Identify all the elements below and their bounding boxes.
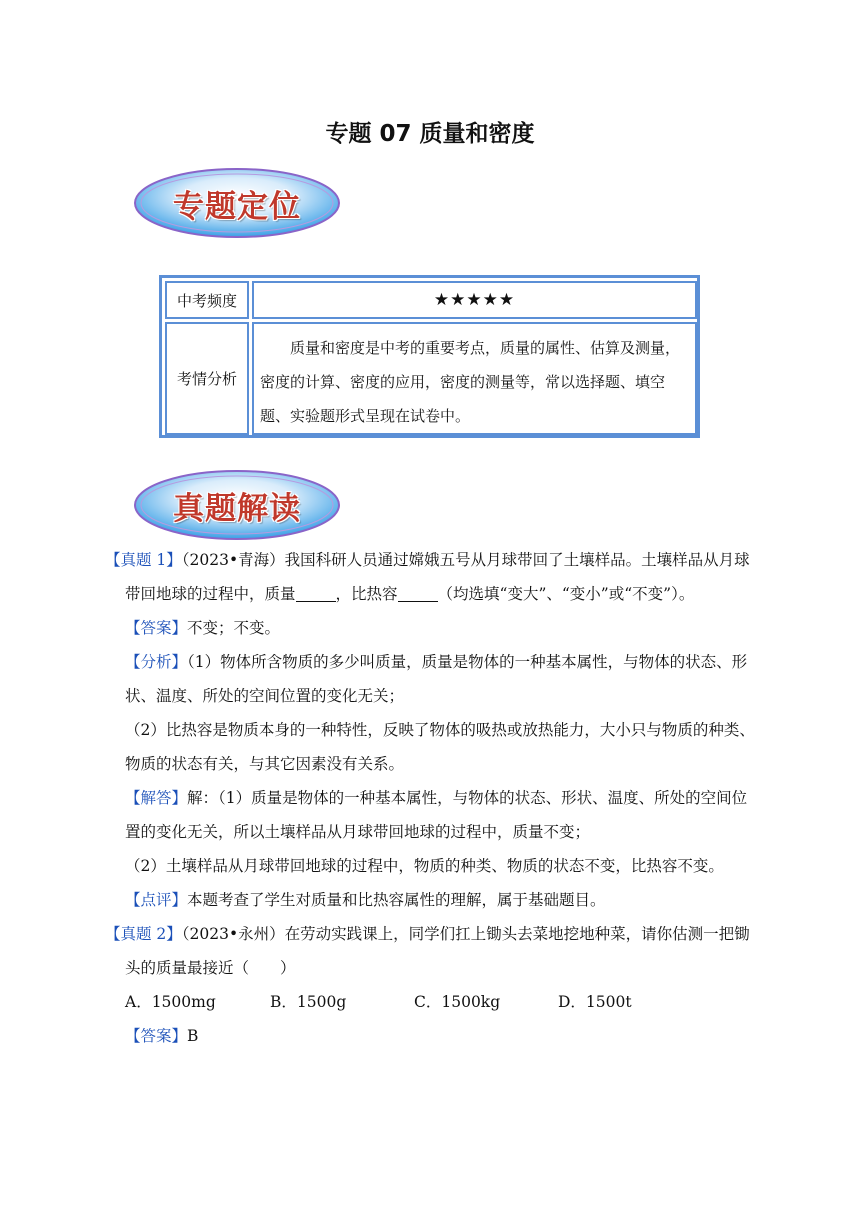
analysis-line: （2）比热容是物质本身的一种特性，反映了物体的吸热或放热能力，大小只与物质的种类、物质的状态有关，与其它因素没有关系。	[125, 721, 755, 773]
comment-line	[105, 883, 760, 917]
page-title: 专题 07 质量和密度	[325, 121, 535, 147]
badge-positioning	[133, 167, 341, 239]
answer-tag: 【答案】	[125, 619, 188, 637]
answer-blank	[398, 583, 438, 602]
option-b: B．1500g	[270, 993, 347, 1011]
solution-text: 解：（1）质量是物体的一种基本属性，与物体的状态、形状、温度、所处的空间位置的变化无关，所以土壤样品从月球带回地球的过程中，质量不变；	[125, 789, 748, 841]
info-table	[159, 275, 700, 438]
question-text: 我国科研人员通过嫦娥五号从月球带回了土壤样品。土壤样品从月球带回地球的过程中，质量	[125, 551, 750, 603]
analysis-line	[105, 645, 760, 713]
analysis-text: 质量和密度是中考的重要考点，质量的属性、估算及测量，密度的计算、密度的应用，密度的测量等，常以选择题、填空题、实验题形式呈现在试卷中。	[252, 322, 697, 435]
solution-tag: 【解答】	[125, 789, 188, 807]
analysis-text: （1）物体所含物质的多少叫质量，质量是物体的一种基本属性，与物体的状态、形状、温度、所处的空间位置的变化无关；	[125, 653, 748, 705]
analysis-label: 考情分析	[165, 322, 249, 435]
comment-tag: 【点评】	[125, 891, 188, 909]
frequency-label: 中考频度	[165, 281, 249, 319]
answer-line	[105, 611, 760, 645]
questions	[105, 543, 760, 1053]
comment-text: 本题考查了学生对质量和比热容属性的理解，属于基础题目。	[187, 891, 606, 909]
badge-exam-reading	[133, 469, 341, 541]
question-text: ，比热容	[335, 585, 398, 603]
question-source: （2023•青海）	[181, 551, 285, 569]
option-d: D．1500t	[558, 993, 632, 1011]
solution-line	[105, 781, 760, 849]
question-1	[105, 543, 760, 611]
solution-line: （2）土壤样品从月球带回地球的过程中，物质的种类、物质的状态不变，比热容不变。	[125, 857, 724, 875]
option-c: C．1500kg	[414, 993, 501, 1011]
frequency-stars: ★★★★★	[252, 281, 697, 319]
question-tag: 【真题 2】	[105, 925, 182, 943]
answer-text: 不变；不变。	[187, 619, 281, 637]
question-2	[105, 917, 760, 985]
answer-text: B	[187, 1027, 199, 1045]
answer-line	[105, 1019, 760, 1053]
answer-blank	[296, 583, 336, 602]
badge-label: 专题定位	[173, 188, 301, 225]
question-text: （均选填“变大”、“变小”或“不变”）。	[437, 585, 695, 603]
options	[105, 985, 760, 1019]
question-tag: 【真题 1】	[105, 551, 182, 569]
answer-tag: 【答案】	[125, 1027, 188, 1045]
question-source: （2023•永州）	[181, 925, 285, 943]
option-a: A．1500mg	[125, 993, 216, 1011]
question-text: 在劳动实践课上，同学们扛上锄头去菜地挖地种菜，请你估测一把锄头的质量最接近（ ）	[125, 925, 750, 977]
badge-label: 真题解读	[173, 490, 301, 527]
analysis-tag: 【分析】	[125, 653, 188, 671]
